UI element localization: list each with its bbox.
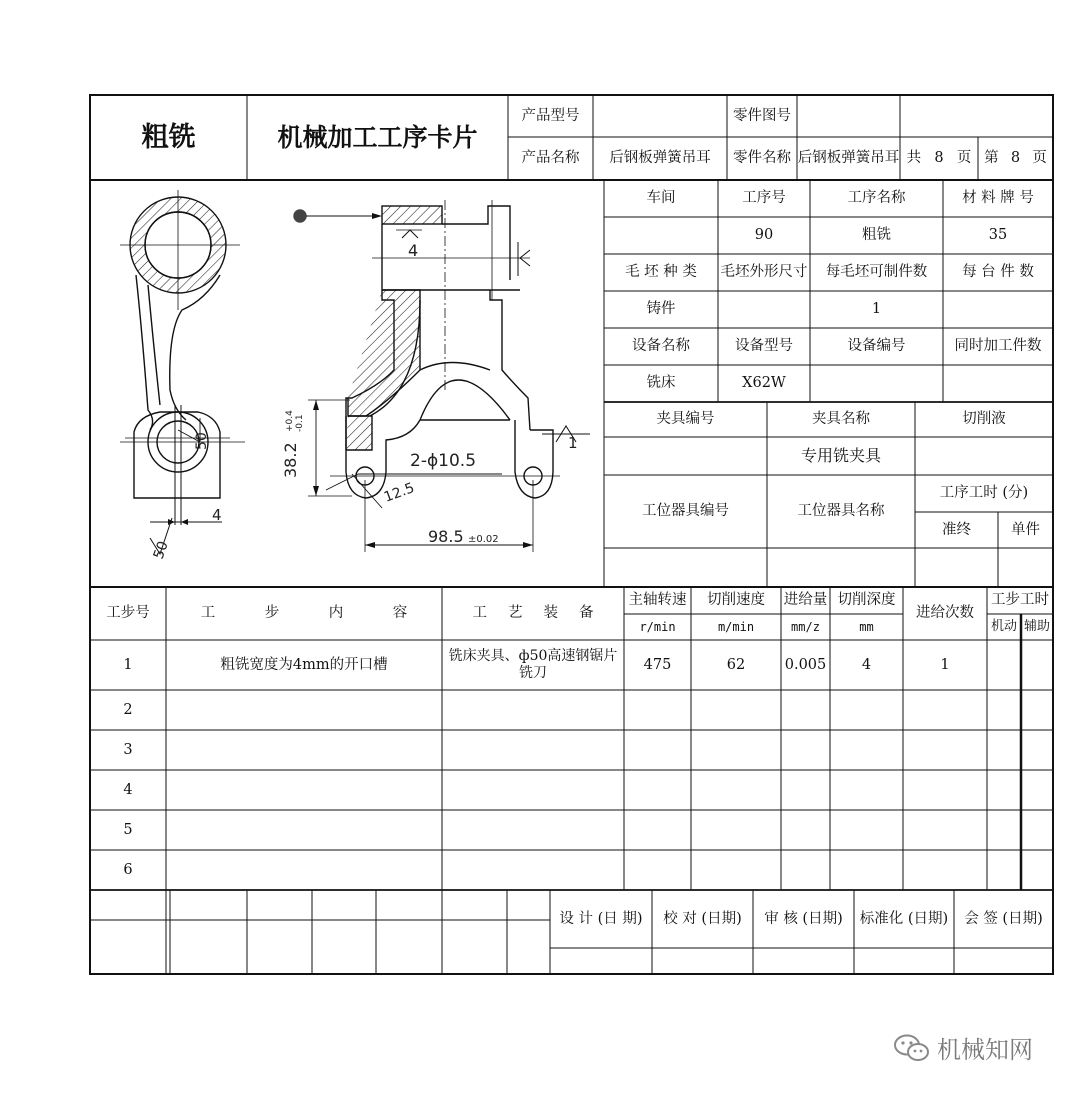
content-char-1: 工 xyxy=(200,605,216,622)
equipment-char-1: 工 xyxy=(472,605,487,622)
process-no-value[interactable]: 90 xyxy=(754,227,774,244)
step-no-header: 工步号 xyxy=(106,605,150,622)
unit-time-label: 单件 xyxy=(1011,521,1040,538)
pieces-per-blank-label: 每毛坯可制件数 xyxy=(825,264,928,281)
content-char-2: 步 xyxy=(264,605,280,622)
product-model-label: 产品型号 xyxy=(521,107,580,124)
row-spindle-speed[interactable]: 475 xyxy=(643,656,672,673)
row-step-no: 6 xyxy=(123,861,133,878)
signoff-design: 设 计 (日 期) xyxy=(559,910,643,927)
part-name-label: 零件名称 xyxy=(733,150,791,167)
page-prefix: 第 xyxy=(984,150,999,167)
watermark xyxy=(893,1030,1033,1065)
signoff-countersign: 会 签 (日期) xyxy=(964,910,1043,927)
dim-r12-5: 12.5 xyxy=(381,480,417,506)
row-content[interactable]: 粗铣宽度为4mm的开口槽 xyxy=(220,656,388,673)
equipment-char-3: 装 xyxy=(543,605,558,622)
side-view xyxy=(120,190,245,554)
aux-time-header: 辅助 xyxy=(1023,618,1050,634)
signoff-review: 审 核 (日期) xyxy=(764,910,843,927)
row-passes[interactable]: 1 xyxy=(940,656,950,673)
equipment-header xyxy=(442,587,624,640)
product-name-value[interactable]: 后钢板弹簧吊耳 xyxy=(609,150,711,167)
equipment-no-value[interactable] xyxy=(810,365,943,402)
row-step-no: 2 xyxy=(123,701,133,718)
total-pages xyxy=(900,137,978,180)
dim-38: 38.2 xyxy=(281,442,300,478)
prep-time-label: 准终 xyxy=(942,521,971,538)
row-content[interactable] xyxy=(166,730,442,770)
pieces-per-blank-value[interactable]: 1 xyxy=(871,301,882,318)
dim-roughness-4: 4 xyxy=(408,241,419,260)
workshop-label: 车间 xyxy=(646,190,676,207)
row-feed[interactable]: 0.005 xyxy=(784,656,827,673)
feed-header: 进给量 xyxy=(783,592,828,609)
total-pages-suffix: 页 xyxy=(956,150,972,167)
row-content[interactable] xyxy=(166,770,442,810)
equipment-char-4: 备 xyxy=(579,605,594,622)
step-time-header: 工步工时 xyxy=(991,592,1049,609)
depth-header: 切削深度 xyxy=(837,592,896,609)
passes-header: 进给次数 xyxy=(916,605,974,622)
page-number xyxy=(978,137,1053,180)
content-char-4: 容 xyxy=(392,605,408,622)
dim-98-5-tol: ±0.02 xyxy=(468,534,499,545)
blank-type-label: 毛 坯 种 类 xyxy=(625,264,697,281)
blank-type-value[interactable]: 铸件 xyxy=(646,301,676,318)
signoff-standardize: 标准化 (日期) xyxy=(859,910,949,927)
dim-50: 50 xyxy=(194,432,210,450)
equipment-no-label: 设备编号 xyxy=(847,338,906,355)
signoff-check: 校 对 (日期) xyxy=(663,910,742,927)
equipment-name-value[interactable]: 铣床 xyxy=(646,375,676,392)
operation-title: 粗铣 xyxy=(141,121,196,153)
simultaneous-label: 同时加工件数 xyxy=(954,338,1042,355)
row-step-no: 4 xyxy=(123,781,133,798)
pieces-per-machine-value[interactable] xyxy=(943,291,1053,328)
card-title: 机械加工工序卡片 xyxy=(277,122,478,152)
row-step-no: 5 xyxy=(123,821,133,838)
cutting-speed-header: 切削速度 xyxy=(707,592,765,609)
part-drawing-no-label: 零件图号 xyxy=(733,107,791,124)
total-pages-prefix: 共 xyxy=(906,150,922,167)
process-time-label: 工序工时 (分) xyxy=(939,485,1029,502)
fixture-name-value[interactable]: 专用铣夹具 xyxy=(800,446,881,465)
product-model-value[interactable] xyxy=(593,95,727,137)
depth-unit: mm xyxy=(859,619,874,634)
equipment-model-label: 设备型号 xyxy=(735,338,793,355)
dim-roughness-1: 1 xyxy=(568,434,578,452)
coolant-label: 切削液 xyxy=(962,411,1006,428)
fixture-no-label: 夹具编号 xyxy=(656,411,715,428)
row-content[interactable] xyxy=(166,810,442,850)
total-pages-value: 8 xyxy=(934,150,944,167)
fixture-name-label: 夹具名称 xyxy=(812,411,870,428)
pieces-per-machine-label: 每 台 件 数 xyxy=(962,264,1034,281)
dim-4b: 4 xyxy=(212,506,222,524)
material-label: 材 料 牌 号 xyxy=(962,190,1034,207)
content-char-3: 内 xyxy=(328,605,344,622)
simultaneous-value[interactable] xyxy=(943,365,1053,402)
step-content-header xyxy=(166,587,442,640)
dim-50b: 50 xyxy=(150,539,172,562)
product-name-label: 产品名称 xyxy=(521,150,580,167)
equipment-name-label: 设备名称 xyxy=(632,338,690,355)
part-drawing xyxy=(90,180,604,587)
process-no-label: 工序号 xyxy=(742,190,786,207)
process-name-label: 工序名称 xyxy=(847,190,906,207)
workshop-value[interactable] xyxy=(604,217,718,254)
spindle-speed-header: 主轴转速 xyxy=(628,592,687,609)
machine-time-header: 机动 xyxy=(990,618,1017,634)
equipment-model-value[interactable]: X62W xyxy=(742,375,786,392)
row-cutting-speed[interactable]: 62 xyxy=(726,656,746,673)
equipment-char-2: 艺 xyxy=(508,605,523,622)
blank-size-value[interactable] xyxy=(718,291,810,328)
page-suffix: 页 xyxy=(1032,150,1047,167)
row-content[interactable] xyxy=(166,690,442,730)
section-view xyxy=(294,200,590,552)
part-name-value[interactable]: 后钢板弹簧吊耳 xyxy=(797,150,900,167)
watermark-text: 机械知网 xyxy=(937,1036,1033,1064)
spindle-unit: r/min xyxy=(639,619,676,634)
dim-38-tol-upper: +0.4 xyxy=(285,410,295,432)
row-content[interactable] xyxy=(166,850,442,890)
process-name-value[interactable]: 粗铣 xyxy=(862,227,891,244)
feed-unit: mm/z xyxy=(791,619,820,634)
dim-holes: 2-ϕ10.5 xyxy=(410,451,477,471)
blank-size-label: 毛坯外形尺寸 xyxy=(720,264,808,281)
station-tool-name-label: 工位器具名称 xyxy=(797,503,885,520)
row-equipment[interactable]: 铣床夹具、ф50高速钢锯片铣刀 xyxy=(448,647,618,681)
row-step-no: 3 xyxy=(123,741,133,758)
part-drawing-no-value[interactable] xyxy=(797,95,900,137)
dim-38-tol-lower: -0.1 xyxy=(295,414,305,432)
cutting-unit: m/min xyxy=(717,619,755,634)
wechat-icon xyxy=(893,1033,931,1063)
dim-98-5: 98.5 xyxy=(428,527,464,546)
row-depth[interactable]: 4 xyxy=(861,656,872,673)
row-step-no: 1 xyxy=(123,656,133,673)
page-value: 8 xyxy=(1010,150,1021,167)
station-tool-no-label: 工位器具编号 xyxy=(642,503,729,520)
material-value[interactable]: 35 xyxy=(988,227,1008,244)
